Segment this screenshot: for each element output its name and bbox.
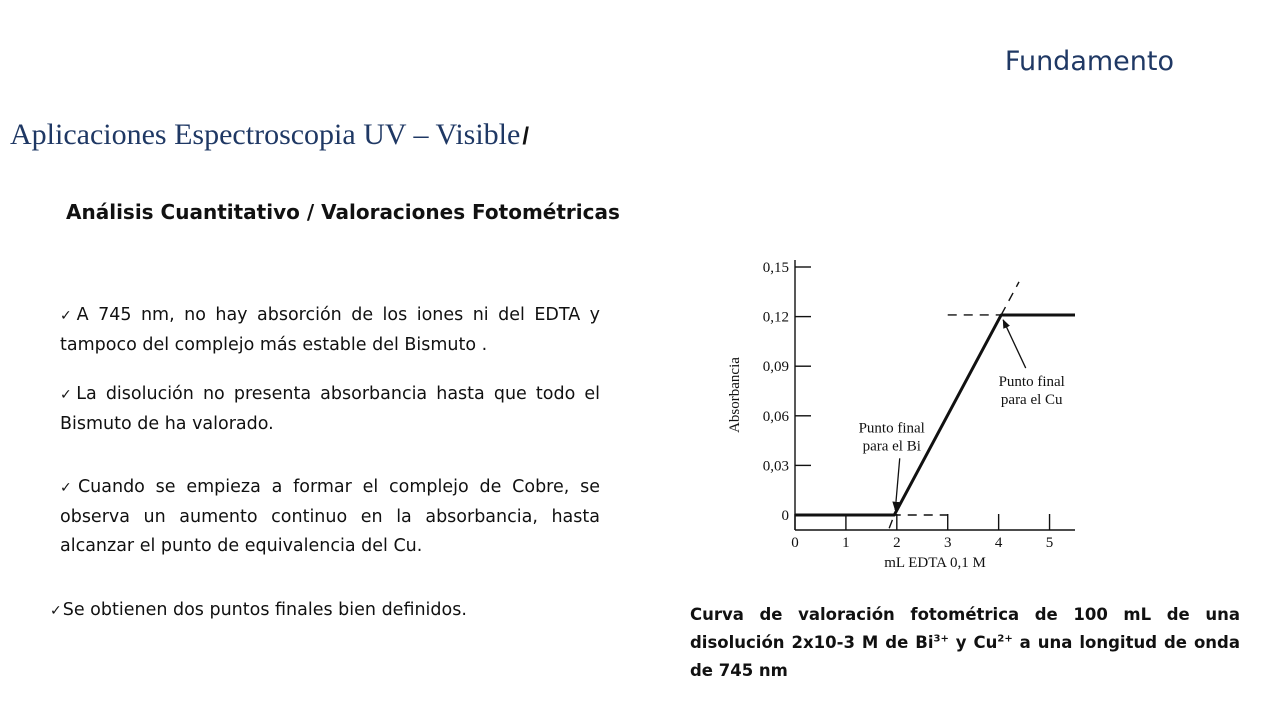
annotation-arrow — [895, 458, 899, 510]
caption-text-end: a una longitud de onda de 745 nm — [690, 633, 1240, 680]
title-slash: / — [522, 123, 529, 150]
annotation-label: para el Cu — [1000, 392, 1063, 409]
x-tick-label: 5 — [1045, 535, 1054, 551]
x-axis-label: mL EDTA 0,1 M — [884, 555, 986, 571]
extrapolation-line — [889, 515, 894, 528]
x-tick-label: 3 — [943, 535, 952, 551]
annotation-label: para el Bi — [862, 438, 921, 455]
bullet-text: La disolución no presenta absorbancia hasta que todo el Bismuto de ha valorado. — [60, 384, 601, 434]
annotation-arrow — [1003, 320, 1026, 368]
page-title-text: Aplicaciones Espectroscopia UV – Visible — [10, 118, 521, 151]
y-tick-label: 0,06 — [762, 408, 789, 425]
x-tick-label: 4 — [994, 535, 1003, 551]
y-tick-label: 0,12 — [762, 309, 789, 326]
bullet-item — [60, 473, 600, 561]
checkmark-icon: ✓ — [60, 480, 77, 496]
y-tick-label: 0,15 — [762, 260, 789, 276]
y-axis-label: Absorbancia — [727, 357, 743, 433]
x-tick-label: 2 — [893, 535, 901, 551]
bullet-item — [50, 596, 650, 626]
extrapolation-line — [1001, 282, 1019, 315]
titration-chart — [720, 245, 1090, 590]
caption-text-cu: y Cu — [948, 633, 998, 652]
bullet-text: Se obtienen dos puntos finales bien definidos. — [62, 600, 467, 620]
annotation-label: Punto final — [858, 420, 925, 437]
chart-caption — [690, 601, 1240, 685]
y-tick-label: 0,09 — [762, 359, 789, 376]
y-tick-label: 0 — [781, 508, 789, 524]
bullet-item — [60, 301, 600, 360]
y-tick-label: 0,03 — [762, 458, 789, 475]
caption-sup-cu: 2+ — [997, 633, 1013, 645]
series-line — [795, 315, 1075, 515]
section-subtitle: Análisis Cuantitativo / Valoraciones Fotométricas — [66, 200, 620, 224]
annotation-label: Punto final — [998, 374, 1065, 391]
bullet-item — [60, 380, 600, 439]
x-tick-label: 0 — [791, 535, 799, 551]
checkmark-icon: ✓ — [50, 603, 62, 619]
checkmark-icon: ✓ — [60, 308, 76, 324]
section-label: Fundamento — [1004, 46, 1174, 77]
caption-sup-bi: 3+ — [933, 633, 949, 645]
caption-text: Curva de valoración fotométrica de 100 mL de una disolución 2x10-3 M de Bi — [690, 605, 1240, 652]
checkmark-icon: ✓ — [60, 387, 76, 403]
x-tick-label: 1 — [842, 535, 850, 551]
bullet-text: A 745 nm, no hay absorción de los iones ni del EDTA y tampoco del complejo más estable del Bismuto . — [60, 305, 600, 355]
bullet-text: Cuando se empieza a formar el complejo de Cobre, se observa un aumento continuo en la absorbancia, hasta alcanzar el punto de equivalencia del Cu. — [60, 477, 600, 556]
page-title — [10, 118, 529, 152]
